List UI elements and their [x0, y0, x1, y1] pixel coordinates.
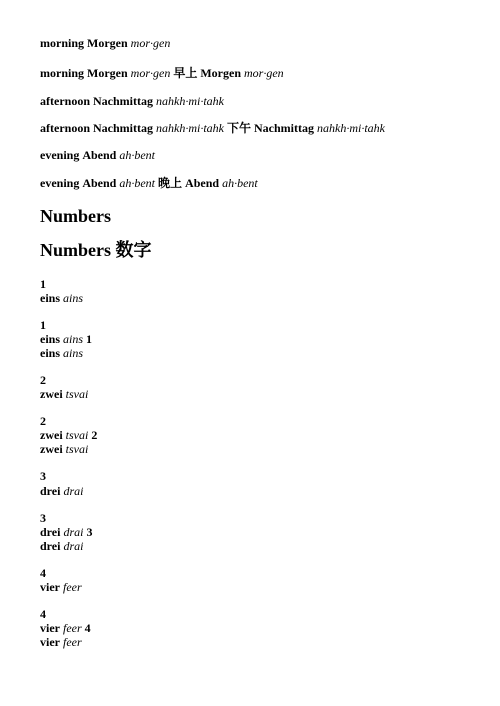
english-term: afternoon [40, 94, 90, 108]
english-term: afternoon [40, 121, 90, 135]
number-digit: 3 [40, 469, 46, 483]
pronunciation: drai [63, 539, 84, 553]
phrase-morning-translated [40, 66, 284, 80]
german-term: Abend [82, 148, 117, 162]
number-entry [40, 635, 82, 649]
number-digit: 4 [40, 566, 46, 580]
pronunciation: tsvai [65, 428, 89, 442]
english-term: morning [40, 66, 85, 80]
german-number: eins [40, 346, 61, 360]
number-digit: 3 [40, 511, 46, 525]
german-number: zwei [40, 428, 63, 442]
pronunciation: ah·bent [119, 176, 156, 190]
number-digit-inline: 4 [84, 621, 91, 635]
number-entry [40, 387, 88, 401]
number-digit: 1 [40, 277, 46, 291]
german-number: eins [40, 332, 61, 346]
number-entry [40, 580, 82, 594]
pronunciation: tsvai [65, 387, 89, 401]
pronunciation: ains [63, 346, 84, 360]
german-number: drei [40, 539, 61, 553]
german-term: Nachmittag [93, 94, 153, 108]
pronunciation: tsvai [65, 442, 89, 456]
pronunciation: feer [63, 635, 82, 649]
pronunciation: nahkh·mi·tahk [156, 121, 224, 135]
number-digit: 2 [40, 373, 46, 387]
numbers-heading-chinese: 数字 [115, 240, 152, 261]
pronunciation: ah·bent [222, 176, 258, 190]
number-digit-inline: 2 [91, 428, 98, 442]
pronunciation: ains [63, 332, 84, 346]
phrase-afternoon-translated [40, 121, 385, 135]
german-term: Abend [185, 176, 220, 190]
pronunciation: nahkh·mi·tahk [156, 94, 224, 108]
number-entry-translated [40, 332, 92, 346]
phrase-morning-plain [40, 36, 170, 50]
phrase-evening-translated [40, 176, 258, 190]
english-term: evening [40, 148, 80, 162]
german-number: vier [40, 635, 60, 649]
german-number: drei [40, 525, 61, 539]
number-entry [40, 346, 83, 360]
pronunciation: nahkh·mi·tahk [317, 121, 386, 135]
german-term: Nachmittag [254, 121, 315, 135]
number-entry-translated [40, 428, 97, 442]
pronunciation: mor·gen [130, 66, 171, 80]
pronunciation: mor·gen [244, 66, 284, 80]
pronunciation: feer [63, 621, 82, 635]
number-digit-inline: 1 [86, 332, 93, 346]
numbers-heading: Numbers [40, 240, 111, 260]
phrase-afternoon-plain [40, 94, 224, 108]
number-entry [40, 484, 83, 498]
pronunciation: mor·gen [130, 36, 171, 50]
number-digit: 4 [40, 607, 46, 621]
pronunciation: drai [63, 525, 84, 539]
number-entry [40, 291, 83, 305]
german-number: zwei [40, 442, 63, 456]
number-entry-translated [40, 525, 92, 539]
german-term: Abend [82, 176, 117, 190]
section-heading [40, 205, 111, 227]
chinese-term: 早上 [173, 66, 198, 80]
pronunciation: feer [63, 580, 82, 594]
phrase-evening-plain [40, 148, 155, 162]
chinese-term: 下午 [227, 121, 252, 135]
german-number: zwei [40, 387, 63, 401]
number-entry-translated [40, 621, 91, 635]
numbers-heading: Numbers [40, 206, 111, 226]
chinese-term: 晚上 [158, 176, 183, 190]
number-entry [40, 539, 83, 553]
number-digit-inline: 3 [86, 525, 93, 539]
pronunciation: drai [63, 484, 84, 498]
german-term: Nachmittag [93, 121, 153, 135]
number-digit: 1 [40, 318, 46, 332]
number-entry [40, 442, 88, 456]
german-number: eins [40, 291, 61, 305]
section-heading-translated [40, 239, 152, 262]
german-term: Morgen [87, 66, 128, 80]
number-digit: 2 [40, 414, 46, 428]
german-number: vier [40, 580, 60, 594]
german-number: drei [40, 484, 61, 498]
pronunciation: ah·bent [119, 148, 156, 162]
german-term: Morgen [87, 36, 128, 50]
english-term: morning [40, 36, 85, 50]
german-number: vier [40, 621, 60, 635]
german-term: Morgen [200, 66, 242, 80]
pronunciation: ains [63, 291, 84, 305]
english-term: evening [40, 176, 80, 190]
